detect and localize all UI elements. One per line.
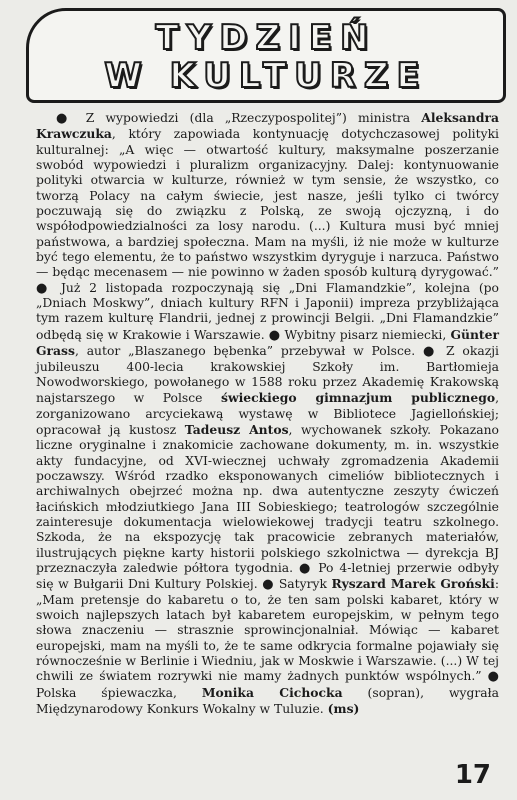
news-item-6-text-b: : „Mam pretensje do kabaretu o to, że ten sam polski kabaret, który w swoich najlepszych latach był kabaretem europejskim, w pełnym tego słowa znaczeniu — strasznie sprowincjonalniał. Mówiąc — kabaret europejski, mam na myśli to, że te same odkrycia formalne pojawiały się równocześnie w Berlinie i Wiedniu, jak w Moskwie i Warszawie. (...) W tej chwili ze światem rozrywki nie mamy żadnych punktów wspólnych.” [36, 577, 499, 684]
bullet-icon: ● [268, 327, 281, 343]
news-item-1-text-b: , który zapowiada kontynuację dotychczasowej polityki kulturalnej: „A więc — otwartość kultury, maksymalne poszerzanie swobód wypowiedzi i pluralizm organizacyjny. Dalej: kontynuowanie polityki otwarcia w kulturze, również w tym sensie, że wszystko, co tworzą Polacy na całym świecie, jest nasze, jeśli tylko ci twórcy poczuwają się do związku z Polską, ze swoją ojczyzną, i do współodpowiedzialności za losy narodu. (...) Kultura musi być mniej państwowa, a bardziej społeczna. Mam na myśli, iż nie może w kulturze być tego elementu, że to państwo wszystkim dyryguje i narzuca. Państwo — będąc mecenasem — nie powinno w żaden sposób kulturą dyrygować.” [36, 127, 499, 280]
article-paragraph [36, 110, 499, 717]
news-item-4-highlight: świeckiego gimnazjum publicznego [221, 390, 496, 406]
news-item-6-text-a: Satyryk [278, 577, 332, 592]
news-item-7-text-b: (sopran), wygrała Międzynarodowy Konkurs Wokalny w Tuluzie. [36, 685, 500, 717]
bullet-icon: ● [36, 280, 53, 296]
author-initials: (ms) [327, 701, 360, 717]
section-title-line-1: TYDZIEŃ [155, 18, 377, 58]
article-body [36, 110, 499, 717]
news-item-6-name: Ryszard Marek Groński [331, 576, 495, 592]
news-item-7-text-a: Polska śpiewaczka, [36, 685, 202, 700]
bullet-icon: ● [56, 111, 75, 126]
section-title-line-2: W KULTURZE [104, 56, 428, 96]
news-item-3-text-a: Wybitny pisarz niemiecki, [284, 327, 451, 342]
news-item-4-text-b: , zorganizowano arcyciekawą wystawę w Bibliotece Jagiellońskiej; opracował ją kustosz [36, 391, 499, 437]
news-item-5-text: Po 4-letniej przerwie odbyły się w Bułgarii Dni Kultury Polskiej. [36, 560, 499, 592]
bullet-icon: ● [487, 669, 499, 685]
news-item-3-name: Günter Grass [36, 326, 499, 359]
news-item-1-name: Aleksandra Krawczuka [36, 110, 499, 142]
page-number: 17 [454, 760, 491, 790]
news-item-4-text-a: Z okazji jubileuszu 400-lecia krakowskiej Szkoły im. Bartłomieja Nowodworskiego, powołanego w 1588 roku przez Akademię Krakowską najstarszego w Polsce [36, 344, 499, 406]
news-item-7-name: Monika Cichocka [201, 684, 343, 700]
bullet-icon: ● [299, 560, 313, 576]
section-header [26, 8, 506, 103]
bullet-icon: ● [422, 344, 439, 360]
bullet-icon: ● [262, 577, 275, 593]
news-item-1-text-a: Z wypowiedzi (dla „Rzeczypospolitej”) ministra [85, 111, 422, 125]
section-title [29, 19, 503, 95]
news-item-4-text-c: , wychowanek szkoły. Pokazano liczne oryginalne i znakomicie zachowane dokumenty, m. in. wszystkie akty fundacyjne, od XVI-wiecznej uchwały zgromadzenia Akademii poczawszy. Wśród rzadko eksponowanych cimeliów bibliotecznych i archiwalnych obejrzeć można np. dwa autentyczne zeszyty ćwiczeń łacińskich młodziutkiego Jana III Sobieskiego; teatrologów szczególnie zainteresuje dokumentacja wielowiekowej tradycji teatru szkolnego. Szkoda, że na ekspozycję tak pracowicie zebranych materiałów, ilustrujących piękne karty historii polskiego szkolnictwa — dyrekcja BJ przeznaczyła zaledwie półtora tygodnia. [36, 422, 499, 575]
news-item-3-text-b: , autor „Blaszanego bębenka” przebywał w Polsce. [74, 344, 416, 359]
news-item-4-name: Tadeusz Antos [184, 421, 289, 437]
news-item-2-text: Już 2 listopada rozpoczynają się „Dni Flamandzkie”, kolejna (po „Dniach Moskwy”, dniach kultury RFN i Japonii) impreza przybliżająca tym razem kulturę Flandrii, jednej z prowincji Belgii. „Dni Flamandzkie” odbędą się w Krakowie i Warszawie. [36, 280, 499, 342]
